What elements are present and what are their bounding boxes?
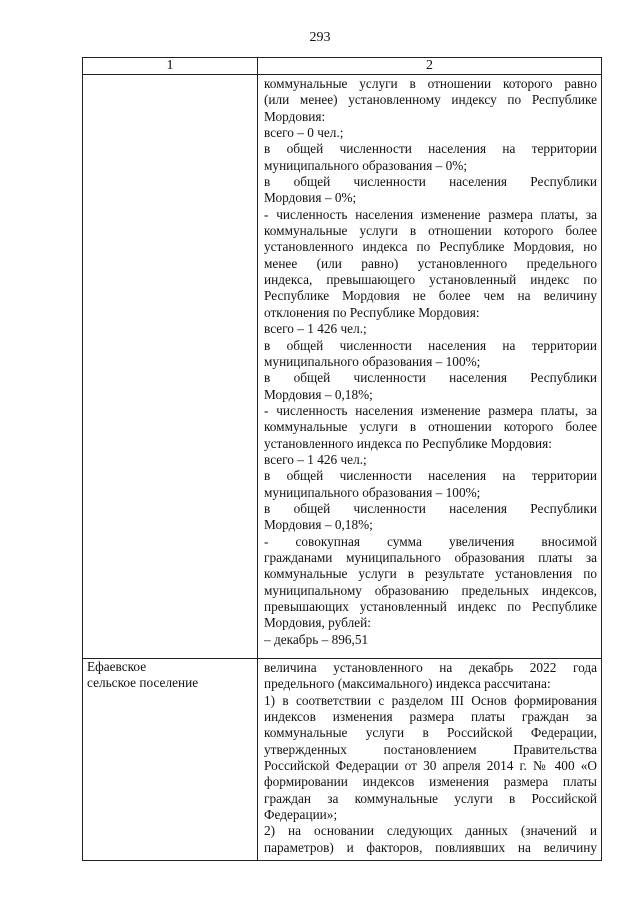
- row-2-municipality-cell: [83, 659, 258, 861]
- text-line: Мордовия – 0%;: [264, 190, 357, 206]
- document-table: [82, 57, 602, 861]
- text-line: параметров) и факторов, повлиявших на величину: [264, 839, 597, 855]
- text-line: в общей численности населения Республики: [264, 174, 597, 190]
- text-line: Федерации»;: [264, 807, 338, 823]
- page-number: 293: [309, 30, 331, 45]
- text-line: 1) в соответствии с разделом III Основ формирования: [264, 692, 597, 708]
- text-line: в общей численности населения Республики: [264, 370, 597, 386]
- text-line: отклонения по Республике Мордовия:: [264, 304, 480, 320]
- text-line: граждан за коммунальные услуги в Российской: [264, 790, 597, 806]
- text-line: утвержденных постановлением Правительства: [264, 741, 597, 757]
- text-line: Российской Федерации от 30 апреля 2014 г. № 400 «О: [264, 758, 597, 774]
- column-header-2: 2: [258, 58, 602, 75]
- text-line: в общей численности населения на территории: [264, 468, 597, 484]
- text-line: муниципального образования – 100%;: [264, 484, 481, 500]
- text-line: - численность населения изменение размера платы, за: [264, 402, 597, 418]
- text-line: коммунальные услуги в Российской Федерации,: [264, 725, 597, 741]
- table-header-row: [83, 58, 602, 75]
- text-line: коммунальные услуги в отношении которого более: [264, 419, 597, 435]
- text-line: всего – 0 чел.;: [264, 125, 344, 141]
- text-line: муниципальному образованию предельных индексов,: [264, 582, 597, 598]
- text-line: менее (или равно) установленного предельного: [264, 255, 597, 271]
- row-2-description-cell: [258, 659, 602, 861]
- table-row: [83, 75, 602, 659]
- text-line: коммунальные услуги в отношении которого равно: [264, 76, 597, 91]
- text-line: муниципального образования – 100%;: [264, 353, 481, 369]
- table-row: [83, 659, 602, 861]
- text-line: муниципального образования – 0%;: [264, 157, 468, 173]
- text-line: коммунальные услуги в отношении которого более: [264, 223, 597, 239]
- text-line: предельного (максимального) индекса рассчитана:: [264, 676, 551, 692]
- text-line: Мордовия, рублей:: [264, 615, 371, 631]
- text-line: - совокупная сумма увеличения вносимой: [264, 533, 597, 549]
- text-line: в общей численности населения Республики: [264, 500, 597, 516]
- text-line: в общей численности населения на территории: [264, 337, 597, 353]
- text-line: всего – 1 426 чел.;: [264, 451, 367, 467]
- text-line: Республике Мордовия не более чем на величину: [264, 288, 597, 304]
- text-line: Мордовия – 0,18%;: [264, 386, 373, 402]
- text-line: индекса, превышающего установленный индекс по: [264, 272, 597, 288]
- row-1-description-cell: [258, 75, 602, 659]
- municipality-name-line: сельское поселение: [87, 675, 199, 690]
- text-line: превышающих установленный индекс по Республике: [264, 599, 597, 614]
- text-line: – декабрь – 896,51: [264, 631, 369, 647]
- text-line: гражданами муниципального образования платы за: [264, 549, 597, 565]
- text-line: (или менее) установленному индексу по Республике: [264, 92, 597, 108]
- column-header-1: 1: [83, 58, 258, 75]
- text-line: 2) на основании следующих данных (значений и: [264, 823, 597, 839]
- text-line: всего – 1 426 чел.;: [264, 321, 367, 337]
- text-line: формировании индексов изменения размера платы: [264, 774, 597, 790]
- text-line: Мордовия – 0,18%;: [264, 517, 373, 533]
- text-line: коммунальные услуги в результате установления по: [264, 566, 597, 582]
- text-line: величина установленного на декабрь 2022 года: [264, 660, 597, 675]
- text-line: - численность населения изменение размера платы, за: [264, 206, 597, 222]
- row-1-municipality-cell: [83, 75, 258, 659]
- text-line: Мордовия:: [264, 108, 326, 124]
- text-line: индексов изменения размера платы граждан за: [264, 709, 597, 725]
- text-line: установленного индекса по Республике Мордовия:: [264, 435, 552, 451]
- text-line: установленного индекса по Республике Мордовия, но: [264, 239, 597, 255]
- municipality-name-line: Ефаевское: [87, 659, 147, 674]
- text-line: в общей численности населения на территории: [264, 141, 597, 157]
